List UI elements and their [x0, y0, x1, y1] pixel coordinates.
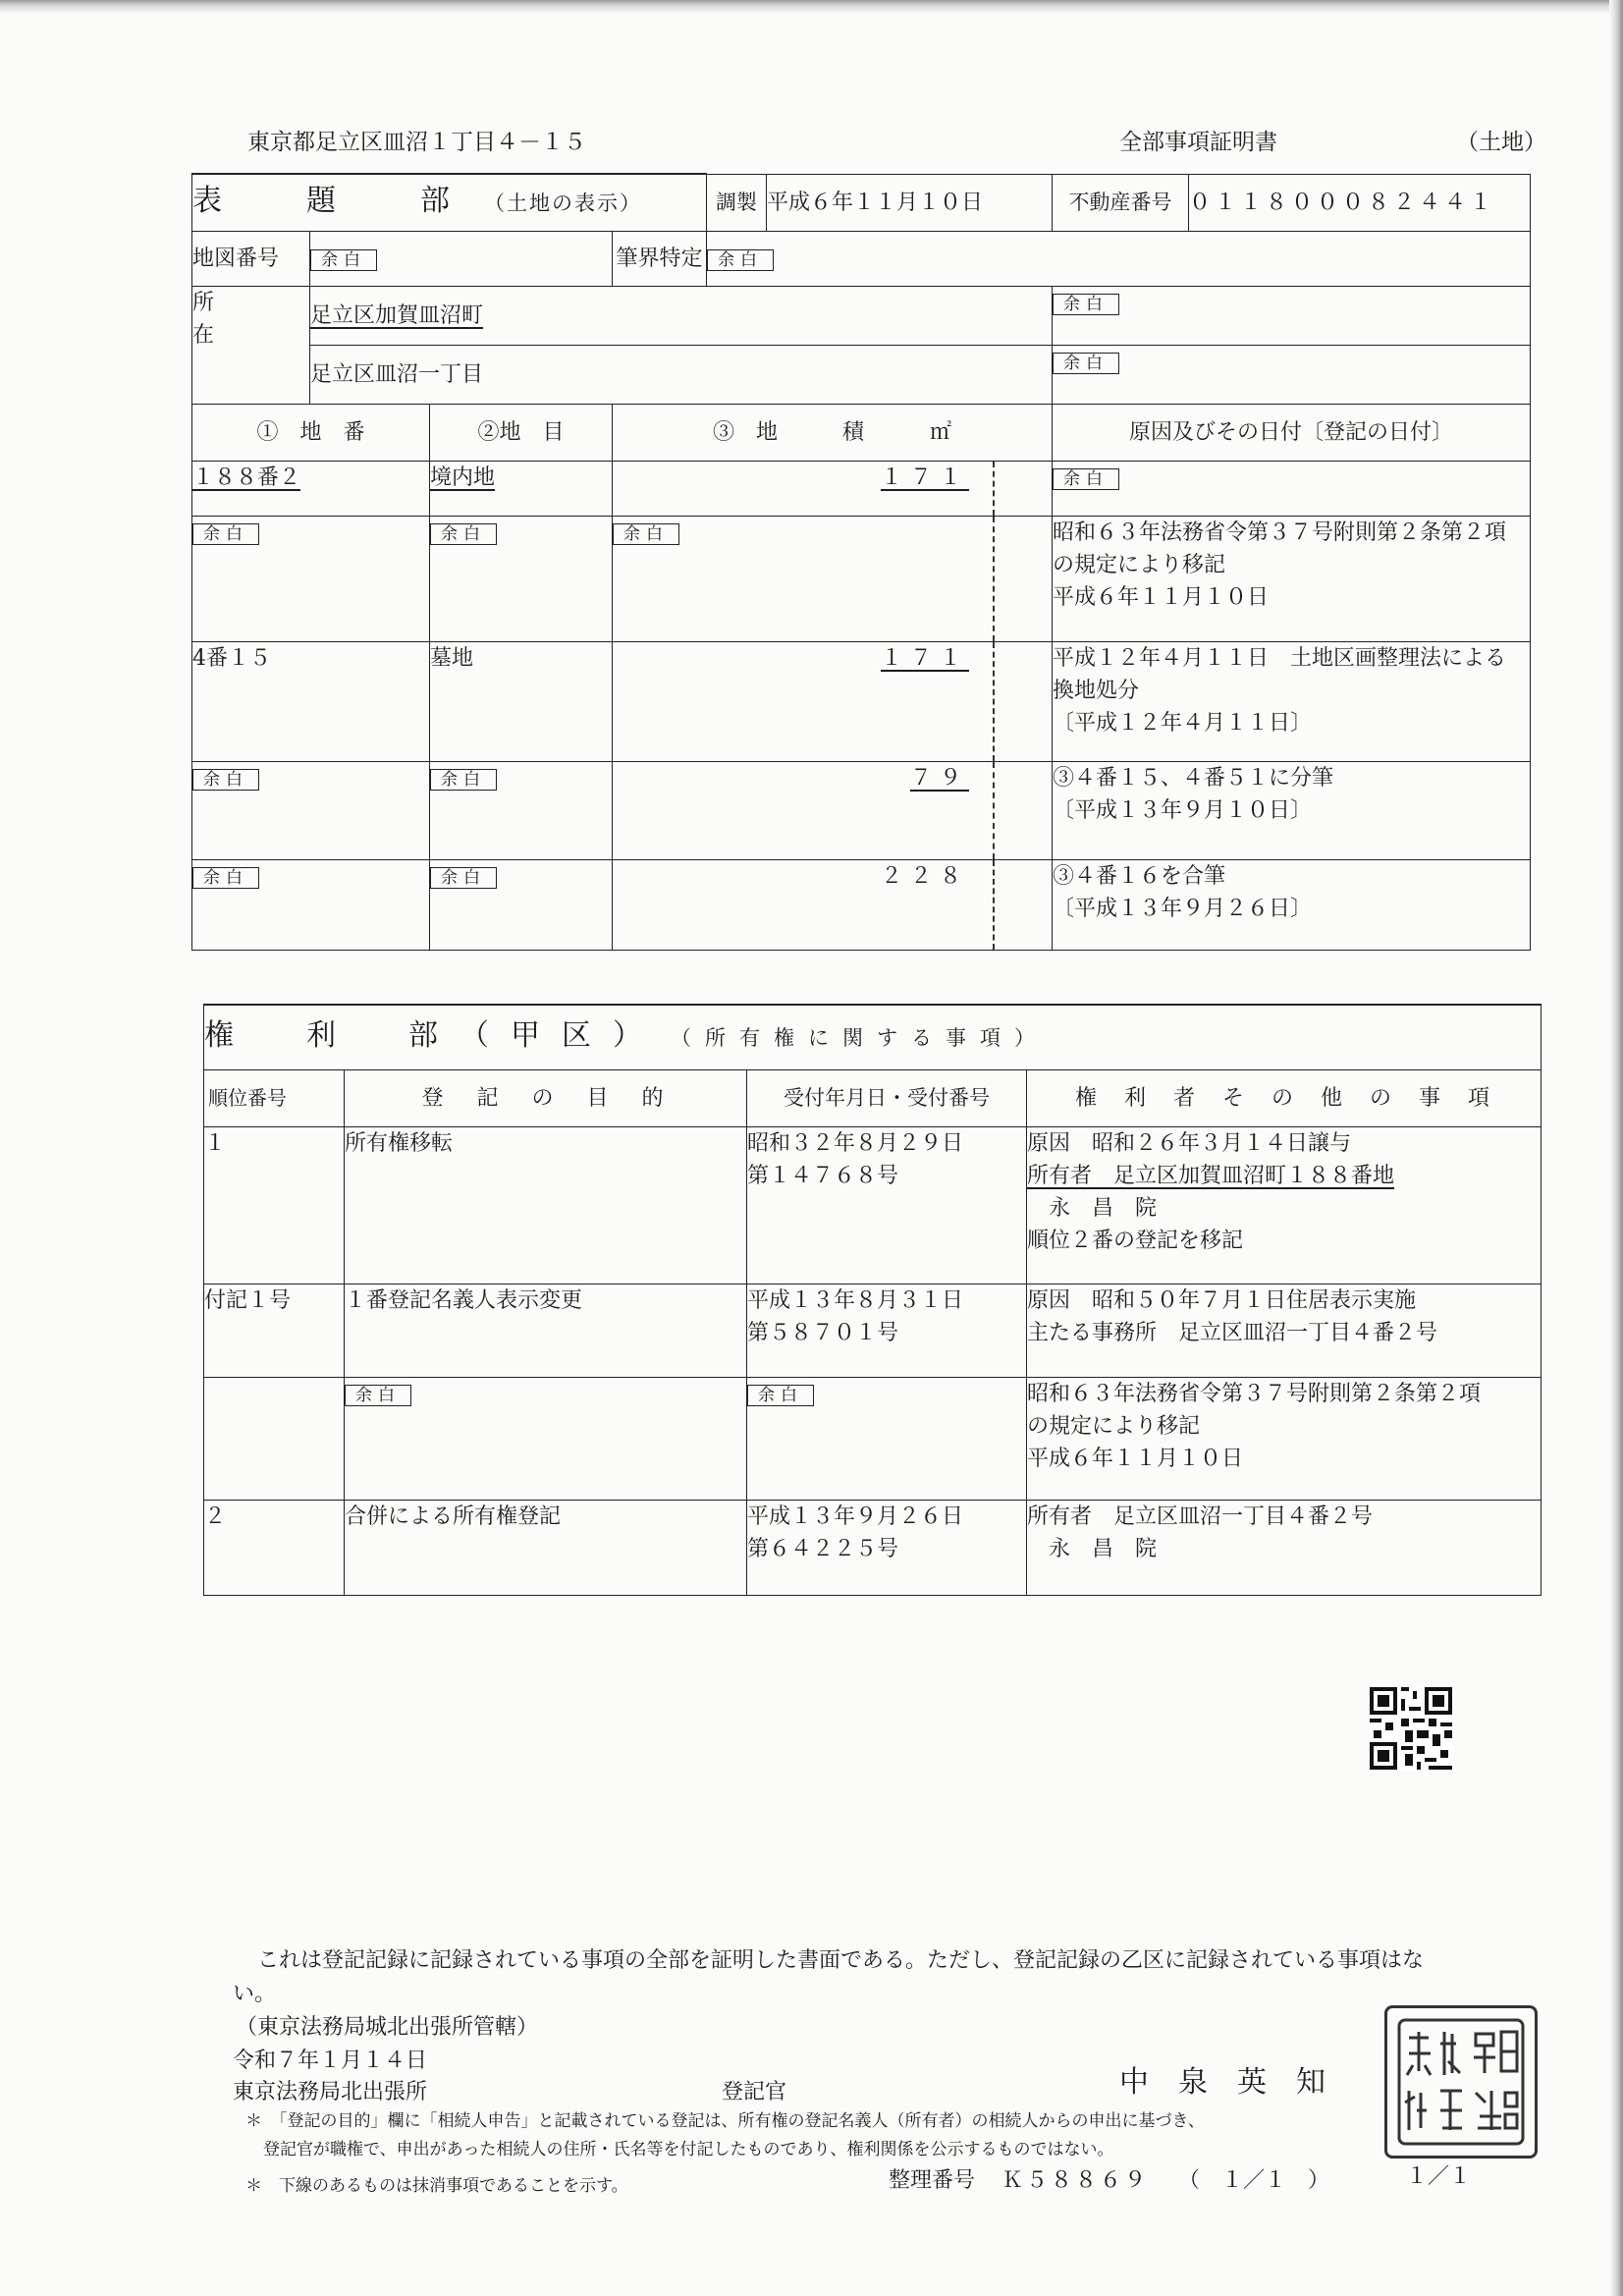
header-uketsuke: 受付年月日・受付番号 [747, 1069, 1027, 1126]
uketsuke-cell [747, 1377, 1027, 1500]
kenri-table [203, 1004, 1542, 1596]
header-mokuteki: 登 記 の 目 的 [345, 1069, 747, 1126]
header-chiseki: ③ 地 積 [712, 419, 864, 445]
hyodai-subtitle: （土地の表示） [484, 191, 642, 216]
kenri-title-row [204, 1005, 1542, 1069]
shozai-2: 足立区皿沼一丁目 [310, 345, 1053, 404]
uketsuke-line: 平成１３年８月３１日 [747, 1287, 964, 1313]
kenrisha-line: 永 昌 院 [1027, 1195, 1158, 1221]
kenri-row [204, 1126, 1542, 1284]
official-title: 登記官 [722, 2080, 787, 2105]
kenrisha-line: 所有者 足立区皿沼一丁目４番２号 [1027, 1503, 1374, 1529]
cause-line: 〔平成１３年９月２６日〕 [1053, 896, 1313, 921]
chizu-value: 余白 [310, 249, 377, 271]
chimoku: 余白 [430, 769, 497, 791]
document-kind: （土地） [1456, 130, 1546, 155]
header-chiseki-cell [613, 404, 1053, 461]
seiri-page: （ １／１ ） [1178, 2168, 1330, 2193]
cause-line: 〔平成１２年４月１１日〕 [1053, 710, 1313, 736]
kenrisha-line: の規定により移記 [1027, 1413, 1201, 1439]
chosei-label: 調製 [707, 174, 767, 231]
hyodai-title: 表 題 部 [192, 184, 477, 219]
seiri-number: Ｋ５８８６９ [1001, 2168, 1150, 2193]
chiban-cell [192, 859, 430, 950]
chimoku-cell [430, 516, 613, 641]
note-1b: 登記官が職権で、申出があった相続人の住所・氏名等を付記したものであり、権利関係を公示するものではない。 [263, 2140, 1114, 2159]
cause-line: 平成１２年４月１１日 土地区画整理法による [1053, 645, 1507, 671]
uketsuke-cell [747, 1126, 1027, 1284]
mokuteki-cell: 合併による所有権登記 [345, 1500, 747, 1595]
kenri-header-row [204, 1069, 1542, 1126]
chiban-cell [192, 516, 430, 641]
header-chiban: ① 地 番 [192, 404, 430, 461]
kenri-title-cell [204, 1005, 1542, 1069]
chiseki: １７１ [880, 465, 969, 490]
fudosan-number: ０１１８０００８２４４１ [1189, 174, 1531, 231]
kenri-row [204, 1377, 1542, 1500]
chosei-date: 平成６年１１月１０日 [767, 174, 1053, 231]
cause-cell [1053, 516, 1531, 641]
chimoku-cell [430, 461, 613, 516]
chizu-row [192, 231, 1531, 286]
header-kenrisha: 権 利 者 そ の 他 の 事 項 [1027, 1069, 1542, 1126]
chiseki-cell [613, 641, 1053, 761]
cause-cell [1053, 859, 1531, 950]
decimal-divider [993, 462, 995, 516]
shozai-1-note-cell [1053, 286, 1531, 345]
kenrisha-cell [1027, 1500, 1542, 1595]
chiban-cell [192, 461, 430, 516]
seiri-label: 整理番号 [889, 2168, 976, 2193]
chimoku: 余白 [430, 523, 497, 545]
chiseki-cell [613, 761, 1053, 859]
mokuteki-cell: 所有権移転 [345, 1126, 747, 1284]
uketsuke-line: 第１４７６８号 [747, 1163, 899, 1188]
uketsuke-line: 余白 [747, 1385, 814, 1406]
chimoku: 境内地 [430, 465, 496, 490]
official-name: 中 泉 英 知 [1119, 2065, 1325, 2100]
uketsuke-line: 第６４２２５号 [747, 1536, 899, 1561]
juni-cell: ２ [204, 1500, 345, 1595]
kenrisha-line: 永 昌 院 [1027, 1536, 1158, 1561]
cause-cell [1053, 461, 1531, 516]
kenrisha-line: 主たる事務所 足立区皿沼一丁目４番２号 [1027, 1320, 1438, 1345]
scan-edge-top [0, 0, 1623, 14]
kenrisha-line: 原因 昭和２６年３月１４日譲与 [1027, 1130, 1352, 1156]
official-seal [1384, 2005, 1538, 2159]
decimal-divider [993, 860, 995, 950]
hyodai-row [192, 461, 1531, 516]
chiban: 余白 [192, 867, 259, 889]
shozai-2-note-cell [1053, 345, 1531, 404]
chizu-value-cell [310, 231, 613, 286]
mokuteki: 余白 [345, 1385, 411, 1406]
note-2: ＊ 下線のあるものは抹消事項であることを示す。 [245, 2176, 628, 2196]
kenrisha-line: 平成６年１１月１０日 [1027, 1446, 1244, 1471]
mokuteki-cell: １番登記名義人表示変更 [345, 1284, 747, 1377]
juni-cell: １ [204, 1126, 345, 1284]
hyodai-title-cell [192, 174, 707, 231]
mokuteki-cell [345, 1377, 747, 1500]
shozai-2-note: 余白 [1053, 353, 1119, 374]
hyodai-header-row [192, 404, 1531, 461]
chiseki: ２２８ [880, 863, 969, 889]
scan-edge-right [1609, 0, 1623, 2296]
header-chimoku: ②地 目 [430, 404, 613, 461]
chiban-cell: 4番１５ [192, 641, 430, 761]
header-juni: 順位番号 [204, 1069, 345, 1126]
kenrisha-cell [1027, 1284, 1542, 1377]
cause-line: ③４番１５、４番５１に分筆 [1053, 765, 1334, 791]
hikkai-label: 筆界特定 [613, 231, 707, 286]
kenri-subtitle: （所有権に関する事項） [671, 1026, 1049, 1051]
issue-date: 令和７年１月１４日 [233, 2049, 428, 2073]
hyodai-title-row [192, 174, 1531, 231]
uketsuke-line: 平成１３年９月２６日 [747, 1503, 964, 1529]
certification-line-1: これは登記記録に記録されている事項の全部を証明した書面である。ただし、登記記録の乙区に記録されている事項はな [257, 1948, 1425, 1973]
kenrisha-cell [1027, 1377, 1542, 1500]
hyodai-row [192, 641, 1531, 761]
hikkai-value-cell [707, 231, 1531, 286]
jurisdiction: （東京法務局城北出張所管轄） [236, 2015, 539, 2040]
chiseki: 余白 [613, 523, 679, 545]
chiban: １８８番２ [192, 465, 301, 490]
page-number: １／１ [1406, 2164, 1472, 2189]
cause-line: 換地処分 [1053, 678, 1140, 703]
kenri-row [204, 1284, 1542, 1377]
fudosan-label: 不動産番号 [1053, 174, 1189, 231]
chimoku-cell [430, 761, 613, 859]
chiseki-cell [613, 461, 1053, 516]
decimal-divider [993, 517, 995, 641]
chimoku-cell: 墓地 [430, 641, 613, 761]
certification-line-2: い。 [233, 1982, 277, 2006]
chizu-label: 地図番号 [192, 231, 310, 286]
kenrisha-cell [1027, 1126, 1542, 1284]
hyodai-row [192, 761, 1531, 859]
chiseki: ７９ [909, 765, 969, 791]
qr-code [1370, 1687, 1452, 1770]
shozai-label: 所 在 [192, 286, 310, 404]
header-unit: ㎡ [930, 419, 952, 445]
cause-cell [1053, 641, 1531, 761]
kenrisha-line: 昭和６３年法務省令第３７号附則第２条第２項 [1027, 1381, 1482, 1406]
kenrisha-line: 原因 昭和５０年７月１日住居表示実施 [1027, 1287, 1417, 1313]
kenrisha-line: 順位２番の登記を移記 [1027, 1228, 1244, 1253]
chimoku: 余白 [430, 867, 497, 889]
chiban: 余白 [192, 523, 259, 545]
shozai-1-text: 足立区加賀皿沼町 [310, 302, 484, 328]
cause-line: 余白 [1053, 468, 1119, 490]
shozai-1-note: 余白 [1053, 294, 1119, 315]
juni-cell [204, 1377, 345, 1500]
document-title: 全部事項証明書 [1119, 130, 1277, 155]
chiseki: １７１ [880, 645, 969, 671]
uketsuke-cell [747, 1500, 1027, 1595]
chiban: 余白 [192, 769, 259, 791]
cause-cell [1053, 761, 1531, 859]
note-1a: ＊ 「登記の目的」欄に「相続人申告」と記載されている登記は、所有権の登記名義人（所有者）の相続人からの申出に基づき、 [245, 2111, 1205, 2131]
hyodai-table [191, 173, 1531, 951]
cause-line: ③４番１６を合筆 [1053, 863, 1226, 889]
uketsuke-line: 第５８７０１号 [747, 1320, 899, 1345]
office-name: 東京法務局北出張所 [233, 2080, 428, 2105]
kenrisha-line: 所有者 足立区加賀皿沼町１８８番地 [1027, 1163, 1395, 1188]
decimal-divider [993, 762, 995, 859]
juni-cell: 付記１号 [204, 1284, 345, 1377]
property-address: 東京都足立区皿沼１丁目４－１５ [247, 130, 586, 155]
cause-line: の規定により移記 [1053, 552, 1226, 577]
cause-line: 平成６年１１月１０日 [1053, 584, 1270, 610]
chiban-cell [192, 761, 430, 859]
chimoku-cell [430, 859, 613, 950]
uketsuke-cell [747, 1284, 1027, 1377]
cause-line: 昭和６３年法務省令第３７号附則第２条第２項 [1053, 519, 1507, 545]
shozai-row-1 [192, 286, 1531, 345]
kenri-row [204, 1500, 1542, 1595]
chiseki-cell [613, 516, 1053, 641]
kenri-title: 権 利 部（甲区） [204, 1018, 664, 1054]
chiseki-cell [613, 859, 1053, 950]
header-cause: 原因及びその日付〔登記の日付〕 [1053, 404, 1531, 461]
cause-line: 〔平成１３年９月１０日〕 [1053, 797, 1313, 823]
hikkai-value: 余白 [707, 249, 774, 271]
hyodai-row [192, 516, 1531, 641]
hyodai-row [192, 859, 1531, 950]
shozai-row-2 [192, 345, 1531, 404]
uketsuke-line: 昭和３２年８月２９日 [747, 1130, 964, 1156]
shozai-1 [310, 286, 1053, 345]
decimal-divider [993, 642, 995, 761]
